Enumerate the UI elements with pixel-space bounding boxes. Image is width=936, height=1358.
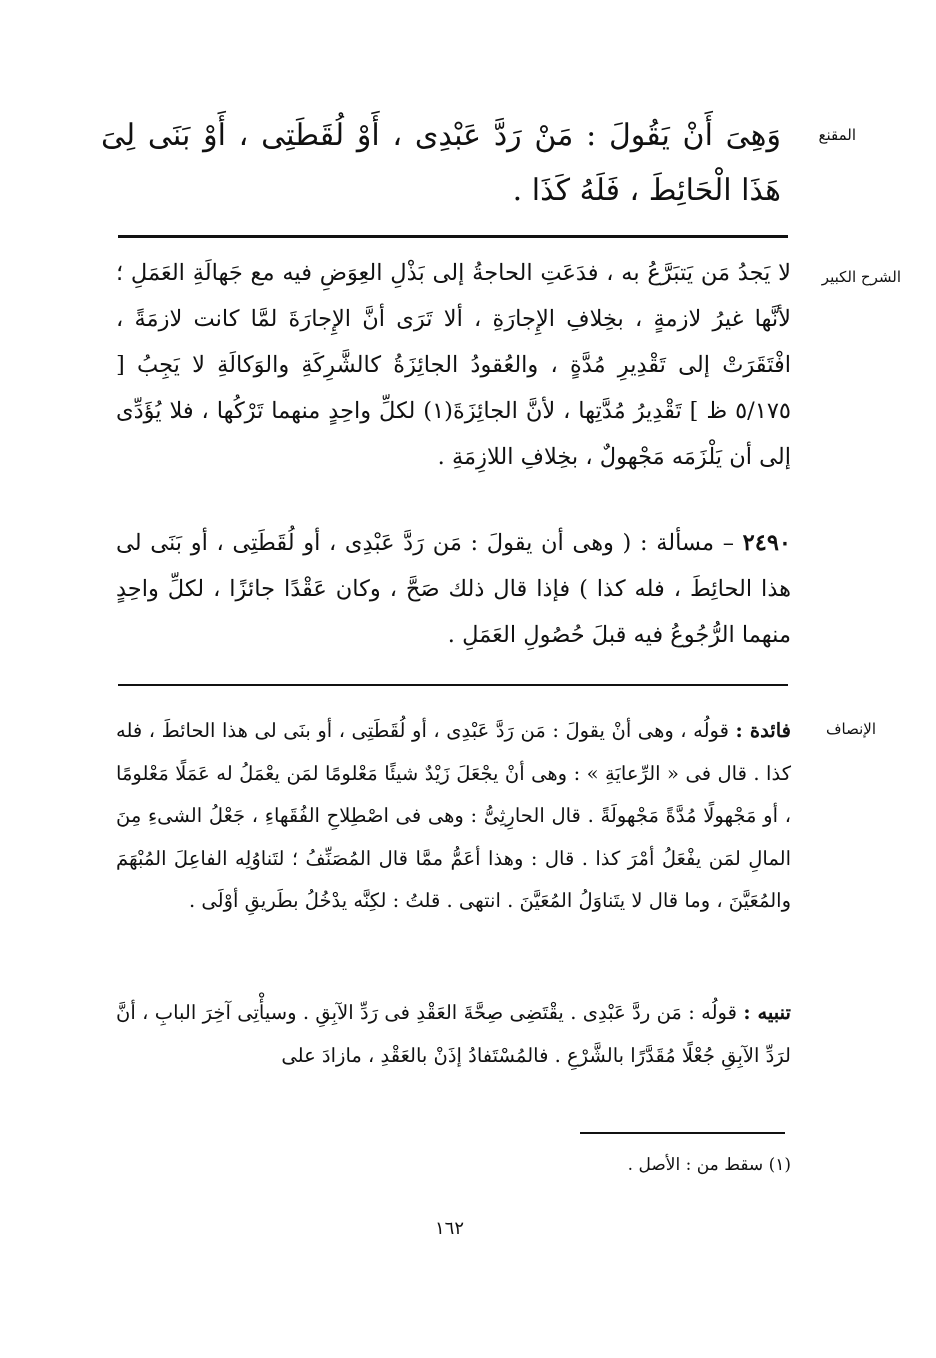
issue-number: ٢٤٩٠	[742, 530, 791, 556]
issue-text: – مسألة : ( وهى أن يقولَ : مَن رَدَّ عَبْدِى ، أو لُقَطَتِى ، أو بَنَى لى هذا الحائِطَ ، فله كذا ) فإذا قال ذلك صَحَّ ، وكان عَقْدًا جائزًا ، لكلِّ واحِدٍ منهما الرُّجُوعُ فيه قبلَ حُصُولِ العَمَلِ .	[116, 530, 791, 648]
footnote: (١) سقط من : الأصل .	[627, 1155, 791, 1175]
faida-label: فائدة :	[735, 719, 791, 742]
section-divider	[118, 684, 788, 686]
section-divider	[118, 235, 788, 238]
insaf-faida	[116, 710, 791, 923]
footnote-divider	[580, 1132, 785, 1134]
insaf-tanbih	[116, 992, 791, 1077]
section-label-sharh: الشرح الكبير	[821, 268, 901, 286]
section-label-muqni: المقنع	[818, 126, 856, 144]
tanbih-label: تنبيه :	[743, 1001, 791, 1024]
faida-text: قولُه ، وهى أنْ يقولَ : مَن رَدَّ عَبْدِى ، أو لُقَطَتِى ، أو بنَى لى هذا الحائطَ ، فله كذا . قال فى « الرِّعايَةِ » : وهى أنْ يجْعَلَ زَيْدٌ شيئًا مَعْلومًا لمَن يعْمَلُ له عَمَلًا مَعْلومًا ، أو مَجْهولًا مُدَّةً مَجْهولَةً . قال الحارِثِىُّ : وهى فى اصْطِلاحِ الفُقَهاءِ ، جَعْلُ الشىءِ مِنَ المالِ لمَن يفْعَلُ أمْرَ كذا . قال : وهذا أعَمُّ ممَّا قال المُصَنِّفُ ؛ لتَناوُلِه الفاعِلَ المُبْهَمَ والمُعَيَّنَ ، وما قال لا يتَناوَلُ المُعَيَّنَ . انتهى . قلتُ : لكِنَّه يدْخُلُ بطَريقِ أوْلَى .	[116, 719, 791, 912]
sharh-paragraph: لا يَجدُ مَن يَتبَرَّعُ به ، فدَعَتِ الحاجةُ إلى بَذْلِ العِوَضِ فيه مع جَهالَةِ العَمَلِ ؛ لأنَّها غيرُ لازمةٍ ، بخِلافِ الإِجارَةِ ، ألا تَرَى أنَّ الإِجارَةَ لمَّا كانت لازمَةً ، افْتَقَرَتْ إلى تَقْدِيرِ مُدَّةٍ ، والعُقودُ الجائِزَةُ كالشَّرِكَةِ والوَكالَةِ لا يَجِبُ [ ٥/١٧٥ ظ ] تَقْدِيرُ مُدَّتِها ، لأنَّ الجائِزَةَ(١) لكلِّ واحِدٍ منهما تَرْكُها ، فلا يُؤَدِّى إلى أن يَلْزَمَه مَجْهولٌ ، بخِلافِ اللازِمَةِ .	[116, 260, 791, 470]
sharh-issue	[116, 520, 791, 658]
page-number: ١٦٢	[435, 1218, 465, 1239]
muqni-text: وَهِىَ أَنْ يَقُولَ : مَنْ رَدَّ عَبْدِى ، أَوْ لُقَطَتِى ، أَوْ بَنَى لِىَ هَذَا الْحَائِطَ ، فَلَهُ كَذَا .	[101, 118, 781, 208]
tanbih-text: قولُه : مَن ردَّ عَبْدِى . يقْتَضِى صِحَّةَ العَقْدِ فى رَدِّ الآبِقِ . وسيأْتِى آخِرَ البابِ ، أنَّ لرَدِّ الآبِقِ جُعْلًا مُقَدَّرًا بالشَّرْعِ . فالمُسْتَفادُ إذَنْ بالعَقْدِ ، مازادَ على	[116, 1001, 791, 1067]
section-label-insaf: الإنصاف	[825, 720, 876, 738]
